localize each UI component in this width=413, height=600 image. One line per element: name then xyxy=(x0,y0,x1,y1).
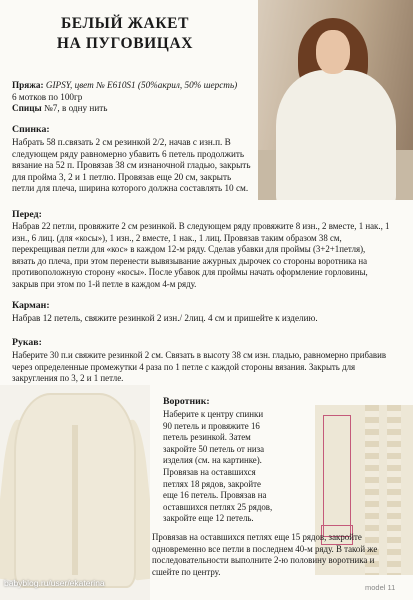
page-title xyxy=(20,14,230,54)
collar-line: закройте еще 12 петель. xyxy=(163,513,254,524)
yarn-info xyxy=(12,80,257,115)
section-front xyxy=(12,221,408,291)
back-line: следующем ряду равномерно убавить 6 петель продолжить xyxy=(12,148,245,159)
collar-line: сшейте по центру. xyxy=(152,566,221,577)
section-back xyxy=(12,137,262,195)
collar-line: 90 петель и провяжите 16 xyxy=(163,420,260,431)
front-line: закрыв при этом по 1-й петле в каждом 4-м ряду. xyxy=(12,278,197,289)
pocket-line: Набрав 12 петель, свяжите резинкой 2 изн./ 2лиц. 4 см и пришейте к изделию. xyxy=(12,313,318,323)
model-photo xyxy=(258,0,413,200)
title-line-2: НА ПУГОВИЦАХ xyxy=(56,35,194,52)
front-line: Набрав 22 петли, провяжите 2 см резинкой. В следующем ряду провяжите 8 изн., 2 вместе, 1 нак., 1 xyxy=(12,221,390,231)
collar-line: Провязав на оставшихся петлях еще 15 рядов, закройте xyxy=(152,532,362,542)
section-title-back: Спинка: xyxy=(12,124,50,135)
front-line: перекрещивая петли для «кос» в каждом 12-м ряду. Сделав убавки для проймы (3+2+1петля), xyxy=(12,244,366,255)
section-title-collar: Воротник: xyxy=(163,396,210,407)
collar-line: петлях 18 рядов, закройте xyxy=(163,478,261,489)
back-line: вязание на 52 п. Провязав 38 см изнаночной гладью, закрыть xyxy=(12,160,251,171)
sleeve-line: Наберите 30 п.и свяжите резинкой 2 см. Связать в высоту 38 см изн. гладью, равномерно прибавив xyxy=(12,350,387,360)
title-line-1: БЕЛЫЙ ЖАКЕТ xyxy=(60,15,190,32)
jacket-photo xyxy=(0,385,150,600)
yarn-value: GIPSY, цвет № Е610S1 (50%акрил, 50% шерсть) xyxy=(45,80,238,90)
collar-continued xyxy=(152,532,402,578)
front-line: вязать до плеча, при этом перенести вывязывание ажурных дырочек со стороны воротника на xyxy=(12,255,368,266)
page-number: model 11 xyxy=(365,583,396,592)
collar-line: закройте 50 петель от низа xyxy=(163,443,265,454)
collar-line: оставшихся петлях 25 рядов, xyxy=(163,501,273,512)
section-sleeve xyxy=(12,350,408,385)
watermark: babyblog.ru/user/ekaterina xyxy=(4,578,105,588)
section-title-pocket: Карман: xyxy=(12,300,50,311)
needles-value: №7, в одну нить xyxy=(44,103,108,114)
section-pocket xyxy=(12,313,408,325)
collar-line: последовательности выполните 2-ю половину воротника и xyxy=(152,555,375,566)
section-title-front: Перед: xyxy=(12,209,42,220)
front-line: изн., 6 лиц. (для «косы»), 1 изн., 2 вместе, 1 нак., 1 лиц. Провязав таким образом 38 см, xyxy=(12,232,342,243)
back-line: для пройма 3, 2 и 1 петлю. Провязав еще 20 см, закрыть xyxy=(12,171,232,182)
back-line: Набрать 58 п.связать 2 см резинкой 2/2, начав с изн.п. В xyxy=(12,137,231,147)
section-title-sleeve: Рукав: xyxy=(12,337,42,348)
yarn-label: Пряжа: xyxy=(12,80,44,90)
collar-line: одновременно все петли в последнем 40-м ряду. В такой же xyxy=(152,543,378,554)
collar-line: изделия (см. на картинке). xyxy=(163,455,262,466)
front-line: противоположную сторону «косы». После убавок для проймы начать оформление горловины, xyxy=(12,267,368,278)
collar-line: Наберите к центру спинки xyxy=(163,409,264,419)
collar-line: петель резинкой. Затем xyxy=(163,432,251,443)
needles-label: Спицы xyxy=(12,103,42,114)
section-collar xyxy=(163,409,311,525)
sleeve-line: через определенные промежутки 4 раза по 1 петле с каждой стороны вязания. Закрыть для xyxy=(12,361,356,372)
sleeve-line: закругления по 3, 2 и 1 петле. xyxy=(12,373,124,384)
collar-line: еще 16 петель. Провязав на xyxy=(163,490,267,501)
yarn-amount: 6 мотков по 100гр xyxy=(12,91,83,102)
collar-line: Провязав на оставшихся xyxy=(163,466,256,477)
back-line: петли для плеча, ширина которого должна составлять 10 см. xyxy=(12,183,249,194)
